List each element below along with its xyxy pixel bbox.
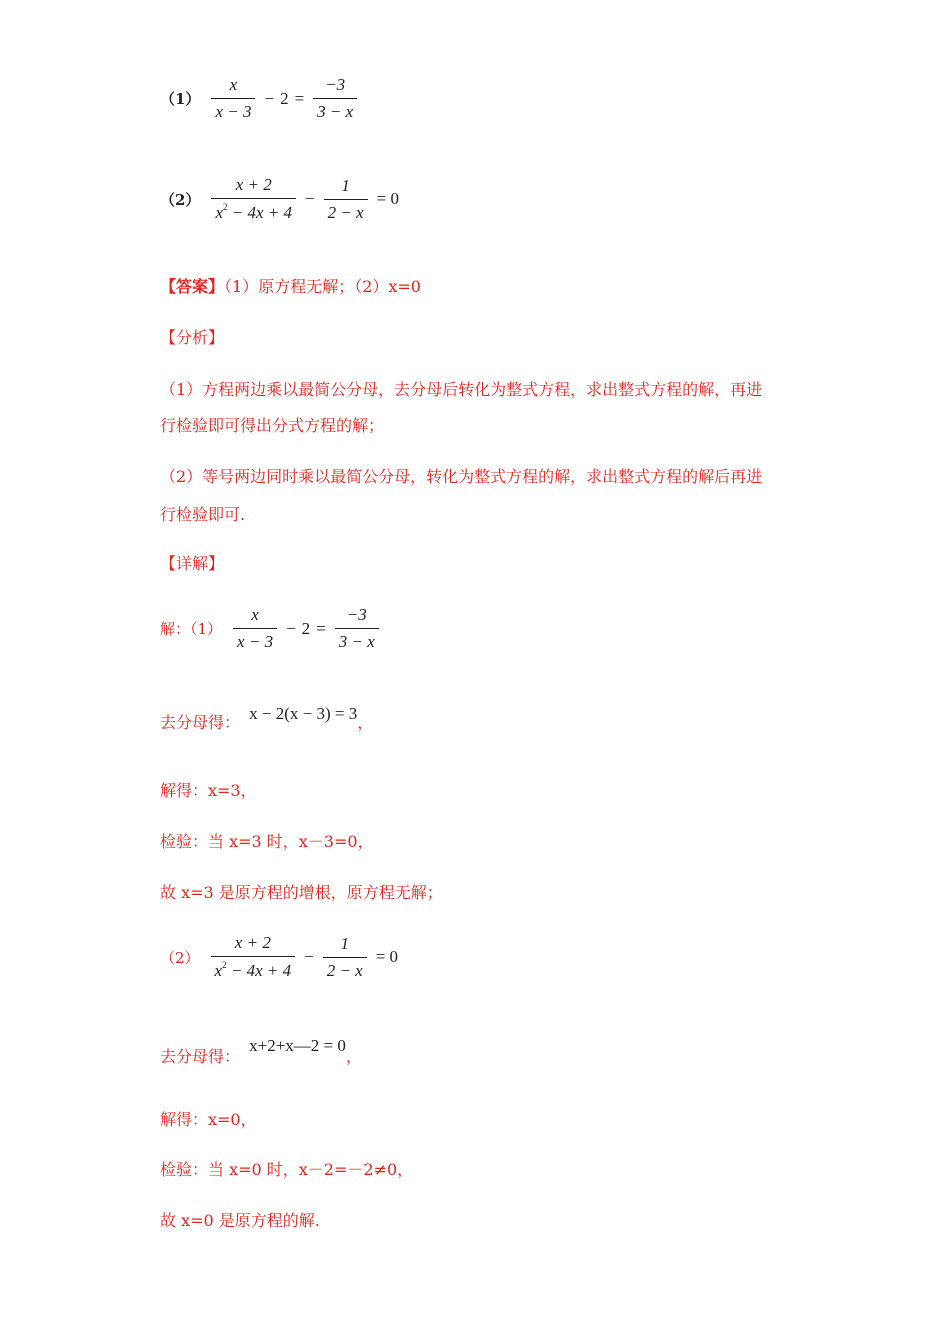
- s2-f2-numerator: 1: [340, 933, 349, 953]
- step-2-line: 解得：x=3，: [160, 781, 257, 800]
- p1-fraction-2: [313, 75, 357, 122]
- p2-f1-numerator: x + 2: [235, 175, 272, 194]
- s2-den-x: x: [214, 961, 223, 980]
- s2-den-exponent: 2: [222, 960, 227, 970]
- p2-f2-denominator: 2 − x: [324, 199, 368, 223]
- s2-fraction-1: [211, 933, 296, 981]
- p2-fraction-2: [324, 176, 368, 223]
- s1-fraction-2: [335, 605, 379, 652]
- solution-1-label: 解：（1）: [160, 620, 223, 638]
- s2-minus: −: [304, 947, 314, 966]
- p1-constant: 2: [280, 88, 289, 108]
- p2-minus: −: [304, 189, 315, 208]
- p2-rhs: = 0: [376, 189, 399, 208]
- step-5-equation: x+2+x—2 = 0: [249, 1036, 346, 1055]
- problem-1-label: （1）: [160, 90, 201, 108]
- solution-2-label: （2）: [160, 948, 200, 967]
- step-1-line: [160, 704, 374, 734]
- s1-minus: −: [286, 618, 296, 638]
- answer-text: （1）原方程无解；（2）x=0: [224, 277, 421, 296]
- p1-f1-numerator: x: [229, 75, 238, 94]
- step-6-line: 解得：x=0，: [160, 1110, 257, 1129]
- step-8-line: 故 x=0 是原方程的解.: [160, 1211, 320, 1230]
- analysis-tag-text: 【分析】: [160, 328, 225, 347]
- p2-f2-numerator: 1: [341, 175, 350, 195]
- analysis-line-4: 行检验即可.: [160, 505, 246, 524]
- step-3-line: 检验：当 x=3 时，x－3=0，: [160, 832, 374, 851]
- step-7-line: 检验：当 x=0 时，x－2=－2≠0，: [160, 1160, 414, 1179]
- s1-f1-numerator: x: [251, 605, 259, 624]
- p2-den-exponent: 2: [222, 202, 228, 212]
- problem-2: [160, 175, 405, 223]
- detail-tag-text: 【详解】: [160, 554, 225, 573]
- step-1-equation: x − 2(x − 3) = 3: [249, 704, 358, 723]
- answer-line: [160, 276, 421, 298]
- p2-f1-denominator: [211, 198, 296, 223]
- answer-tag: 【答案】: [160, 277, 225, 296]
- p2-fraction-1: [211, 175, 296, 223]
- step-5-tail: ，: [345, 1047, 362, 1066]
- p1-equals: =: [294, 88, 305, 108]
- p1-f1-denominator: x − 3: [211, 98, 255, 122]
- problem-2-label: （2）: [160, 190, 201, 209]
- s1-f2-denominator: 3 − x: [335, 628, 379, 652]
- s1-f2-numerator: −3: [346, 605, 367, 624]
- p1-f2-denominator: 3 − x: [313, 98, 357, 122]
- analysis-tag: [160, 327, 224, 349]
- s1-fraction-1: [233, 605, 277, 652]
- solution-2-equation: [160, 933, 404, 981]
- s2-f2-denominator: 2 − x: [323, 957, 367, 981]
- step-1-tail: ，: [357, 713, 374, 732]
- s2-fraction-2: [323, 934, 367, 981]
- problem-1: [160, 75, 360, 122]
- s2-f1-denominator: [211, 956, 296, 981]
- analysis-line-1: （1）方程两边乘以最简公分母，去分母后转化为整式方程，求出整式方程的解，再进: [160, 380, 763, 399]
- s2-f1-numerator: x + 2: [234, 933, 271, 952]
- detail-tag: [160, 553, 224, 575]
- step-1-label: 去分母得：: [160, 713, 241, 732]
- analysis-line-3: （2）等号两边同时乘以最简公分母，转化为整式方程的解，求出整式方程的解后再进: [160, 467, 763, 486]
- s1-constant: 2: [301, 618, 311, 638]
- step-4-line: 故 x=3 是原方程的增根，原方程无解；: [160, 883, 443, 902]
- s1-equals: =: [316, 618, 326, 638]
- p1-fraction-1: [211, 75, 255, 122]
- p1-minus: −: [264, 88, 275, 108]
- s2-rhs: = 0: [375, 947, 399, 966]
- s2-den-rest: − 4x + 4: [226, 961, 292, 980]
- step-5-label: 去分母得：: [160, 1047, 241, 1066]
- p2-den-rest: − 4x + 4: [227, 203, 292, 222]
- step-5-line: [160, 1036, 362, 1068]
- analysis-line-2: 行检验即可得出分式方程的解；: [160, 416, 385, 435]
- p1-f2-numerator: −3: [325, 75, 346, 94]
- p2-den-x: x: [215, 203, 223, 222]
- s1-f1-denominator: x − 3: [233, 628, 277, 652]
- solution-1-equation: [160, 605, 382, 652]
